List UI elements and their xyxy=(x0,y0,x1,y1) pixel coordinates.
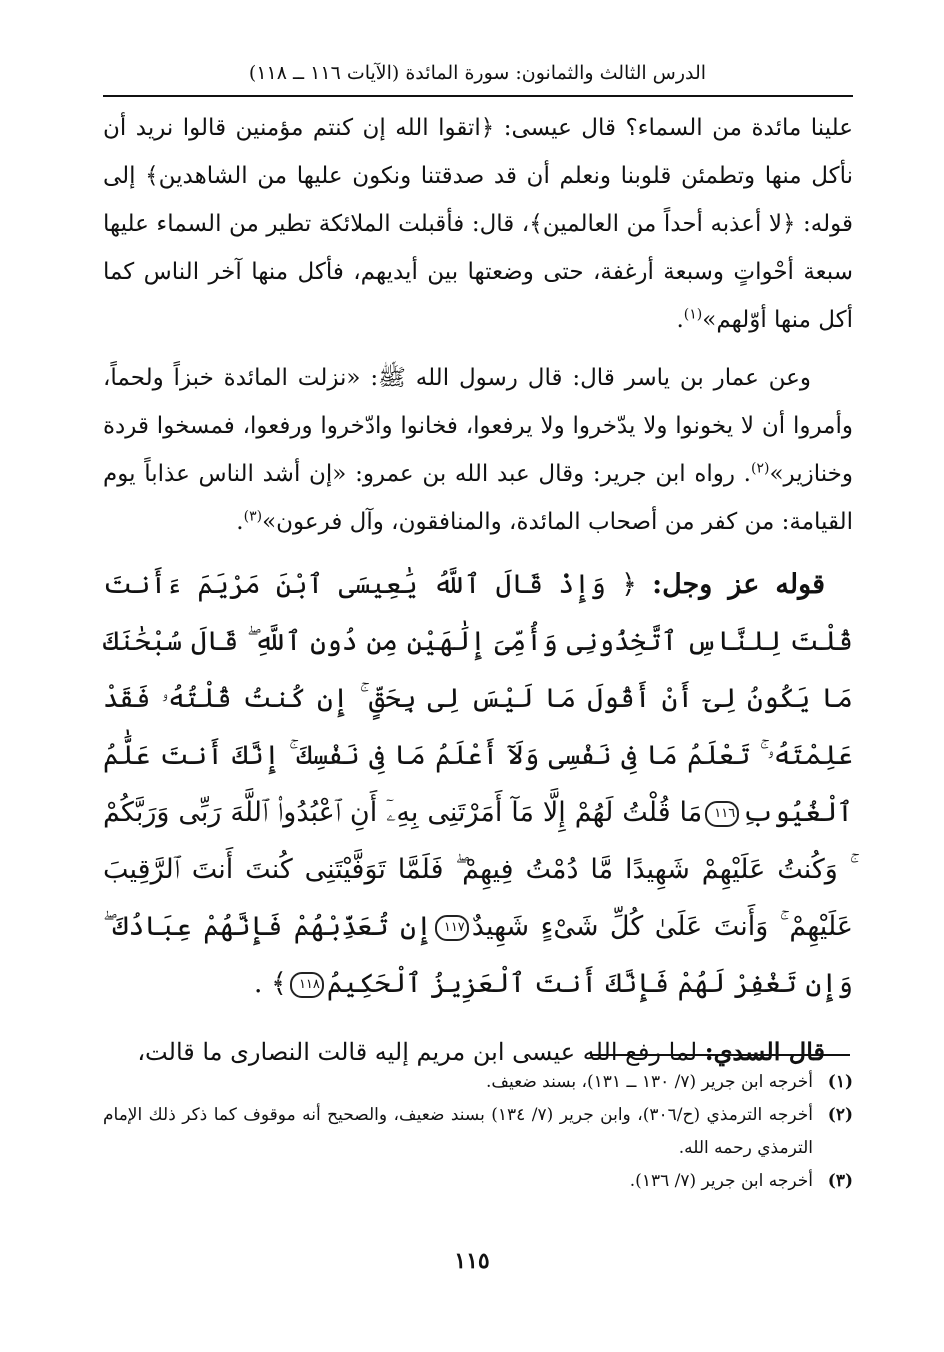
footnote-text: أخرجه الترمذي (ح/٣٠٦)، وابن جرير (٧/ ١٣٤) بسند ضعيف، والصحيح أنه موقوف كما ذكر ذلك الإمام الترمذي رحمه الله. xyxy=(103,1105,813,1158)
footnote-divider xyxy=(590,1054,850,1056)
page-body xyxy=(103,104,853,1076)
quran-end: ﴾ . xyxy=(253,968,287,999)
ayah-number-117: ١١٧ xyxy=(435,915,469,941)
footnote-text: أخرجه ابن جرير (٧/ ١٣٦). xyxy=(629,1171,813,1191)
footnote-ref-2[interactable]: (٢) xyxy=(750,460,770,477)
footnote-number: (٣) xyxy=(827,1171,853,1191)
quran-verses xyxy=(103,556,853,1012)
footnote-number: (١) xyxy=(827,1072,853,1092)
paragraph-end: . xyxy=(236,509,244,535)
quran-lead: قوله عز وجل: xyxy=(652,569,825,600)
paragraph-text: لما رفع الله عيسى ابن مريم إليه قالت النصارى ما قالت، xyxy=(137,1038,698,1066)
ayah-number-118: ١١٨ xyxy=(290,972,324,998)
paragraph-text-a: وعن عمار بن ياسر قال: قال رسول الله ﷺ: «نزلت المائدة خبزاً ولحماً، وأمروا أن لا يخونوا ولا يدّخروا ولا يرفعوا، فخانوا وادّخروا ورفعوا، فمسخوا قردة وخنازير» xyxy=(103,365,853,487)
paragraph-hadith-table xyxy=(103,104,853,344)
footnote-ref-1[interactable]: (١) xyxy=(683,306,703,323)
paragraph-ammar xyxy=(103,354,853,546)
footnote-item xyxy=(103,1066,853,1099)
ayah-number-116: ١١٦ xyxy=(705,801,739,827)
page-number: ١١٥ xyxy=(454,1248,490,1274)
paragraph-end: . xyxy=(676,307,684,333)
suddi-lead: قال السدي: xyxy=(704,1037,825,1066)
quran-text-a: ﴿ وَإِذْ قَالَ ٱللَّهُ يَٰعِيسَى ٱبْنَ مَرْيَمَ ءَأَنتَ قُلْتَ لِلنَّاسِ ٱتَّخِذُونِى وَأُمِّىَ إِلَٰهَيْنِ مِن دُونِ ٱللَّهِ ۖ قَالَ سُبْحَٰنَكَ مَا يَكُونُ لِىٓ أَنْ أَقُولَ مَا لَيْسَ لِى بِحَقٍّ ۚ إِن كُنتُ قُلْتُهُۥ فَقَدْ عَلِمْتَهُۥ ۚ تَعْلَمُ مَا فِى نَفْسِى وَلَآ أَعْلَمُ مَا فِى نَفْسِكَ ۚ إِنَّكَ أَنتَ عَلَّٰمُ ٱلْغُيُوبِ xyxy=(103,569,853,828)
quran-text-c: إِن تُعَذِّبْهُمْ فَإِنَّهُمْ عِبَادُكَ ۖ وَإِن تَغْفِرْ لَهُمْ فَإِنَّكَ أَنتَ ٱلْعَزِيزُ ٱلْحَكِيمُ xyxy=(103,911,853,999)
footnote-ref-3[interactable]: (٣) xyxy=(243,508,263,525)
paragraph-text: علينا مائدة من السماء؟ قال عيسى: ﴿اتقوا الله إن كنتم مؤمنين قالوا نريد أن نأكل منها وتطمئن قلوبنا ونعلم أن قد صدقتنا ونكون عليها من الشاهدين﴾ إلى قوله: ﴿لا أعذبه أحداً من العالمين﴾، قال: فأقبلت الملائكة تطير من السماء عليها سبعة أحْواتٍ وسبعة أرغفة، حتى وضعتها بين أيديهم، فأكل منها آخر الناس كما أكل منها أوّلهم» xyxy=(103,115,853,333)
footnote-item xyxy=(103,1099,853,1165)
footnotes xyxy=(103,1066,853,1198)
footnote-item xyxy=(103,1165,853,1198)
footnote-number: (٢) xyxy=(827,1105,853,1125)
running-header: الدرس الثالث والثمانون: سورة المائدة (الآيات ١١٦ ــ ١١٨) xyxy=(248,62,707,84)
quran-text-b: مَا قُلْتُ لَهُمْ إِلَّا مَآ أَمَرْتَنِى بِهِۦٓ أَنِ ٱعْبُدُوا۟ ٱللَّهَ رَبِّى وَرَبَّكُمْ ۚ وَكُنتُ عَلَيْهِمْ شَهِيدًا مَّا دُمْتُ فِيهِمْ ۖ فَلَمَّا تَوَفَّيْتَنِى كُنتَ أَنتَ ٱلرَّقِيبَ عَلَيْهِمْ ۚ وَأَنتَ عَلَىٰ كُلِّ شَىْءٍ شَهِيدٌ xyxy=(103,797,853,942)
footnote-text: أخرجه ابن جرير (٧/ ١٣٠ ــ ١٣١)، بسند ضعيف. xyxy=(485,1072,813,1092)
paragraph-text-b: . رواه ابن جرير: وقال عبد الله بن عمرو: «إن أشد الناس عذاباً يوم القيامة: من كفر من أصحاب المائدة، والمنافقون، وآل فرعون» xyxy=(103,461,853,535)
header-divider xyxy=(103,95,853,97)
